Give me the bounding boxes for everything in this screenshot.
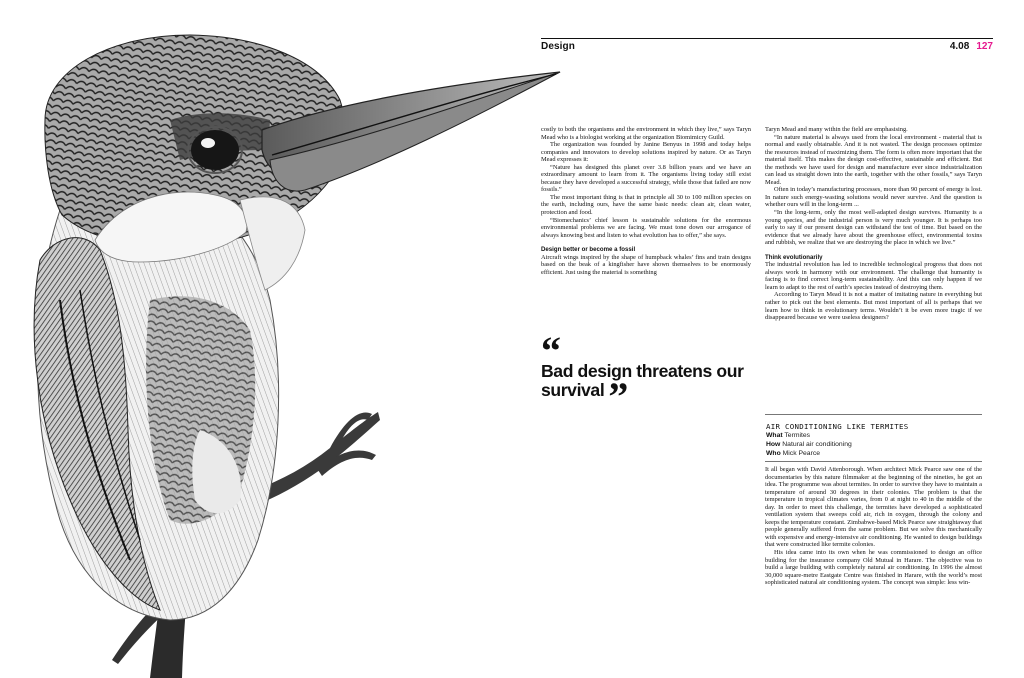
subheading: Design better or become a fossil [541,246,636,254]
meta-value: Mick Pearce [782,449,821,457]
section-number: 4.08 [949,41,970,52]
section-title: Design [541,41,575,52]
paragraph: “In the long-term, only the most well-adapted design survives. Humanity is a young species, and the industrial person is very much younger. It is perhaps too early to say if our present design can withstand the test of time. But based on the evidence that we already have about the greenhouse effect, environmental toxins and rubbish, we realize that we are destroying the place in which we live.” [765,209,982,247]
body-column-right [765,126,982,322]
meta-value: Natural air conditioning [782,440,852,448]
paragraph: His idea came into its own when he was commissioned to design an office building for the insurance company Old Mutual in Harare. The objective was to build a large building with completely natural air conditioning. In 1996 the almost 30,000 square-metre Eastgate Centre was finished in Harare, with the world’s most sophisticated natural air conditioning system. The concept was simple: less win- [765,549,982,587]
body-column-left [541,126,751,276]
pull-quote [541,328,756,419]
paragraph: It all began with David Attenborough. When architect Mick Pearce saw one of the documentaries by this nature filmmaker at the beginning of the nineties, he got an idea. The programme was about termites. In order to survive they have to maintain a temperature of around 30 degrees in their colonies. The problem is that the temperature in tropical climates varies, from 0 at night to 40 in the middle of the day. In order to meet this challenge, the termites have developed a sophisticated ventilation system that sweeps cold air, rich in oxygen, through the colony and keeps the temperature constant. Zimbabwe-based Mick Pearce saw straightaway that people generally suffered from the same problem. But we solve this mechanically with expensive and energy-intensive air conditioning. He wanted to design buildings that were constructed like termite colonies. [765,466,982,549]
paragraph: “Biomechanics’ chief lesson is sustainable solutions for the enormous environmental problems we are facing. We must tone down our arrogance of always knowing best and listen to what evolution has to offer,” she says. [541,216,751,239]
meta-how [766,441,852,450]
meta-who [766,450,852,459]
sidebar-meta [766,432,852,458]
paragraph: costly to both the organisms and the environment in which they live,” says Taryn Mead who is a biologist working at the organization Biomimicry Guild. [541,126,751,141]
paragraph: According to Taryn Mead it is not a matter of imitating nature in everything but rather to pick out the best elements. But most important of all is perhaps that we learn how to think in evolutionary terms. Wouldn’t it be even more tragic if we disappeared because we were useless designers? [765,291,982,322]
paragraph: The industrial revolution has led to incredible technological progress that does not always work in harmony with our environment. The challenge that humanity is facing is to find correct long-term sustainability. And this can only happen if we learn to adapt to the rest of earth’s species instead of destroying them. [765,261,982,291]
close-quote-mark: ” [608,374,628,419]
paragraph: Aircraft wings inspired by the shape of humpback whales’ fins and train designs based on the beak of a kingfisher have shown themselves to be enormously efficient. Just using the material is something [541,253,751,276]
meta-what [766,432,852,441]
page-number: 127 [976,41,993,52]
open-quote-mark: “ [541,328,561,373]
pull-quote-words: Bad design threatens our survival [541,361,744,400]
pull-quote-text [541,361,756,419]
sidebar-rule-top [765,414,982,415]
subheading: Think evolutionarily [765,253,823,261]
meta-label: How [766,440,781,448]
paragraph: Often in today’s manufacturing processes, more than 90 percent of energy is lost. In nature such energy-wasting solutions would never survive. And the question is whether ours will in the long-term ... [765,186,982,209]
paragraph: “Nature has designed this planet over 3.8 billion years and we have an extraordinary amount to learn from it. The organisms living today still exist because they have developed a successful strategy, while those that failed are now fossils.” [541,163,751,194]
paragraph: “In nature material is always used from the local environment - material that is normal and easily obtainable. And it is not wasted. The design processes optimize the resources instead of maximizing them. The form is often more important that the material itself. This makes the design cost-effective, sustainable and efficient. But the methods we have used for design and manufacture ever since industrialization can lead us straight down into the earth, together with the other fossils,” says Taryn Mead. [765,133,982,186]
sidebar-title: AIR CONDITIONING LIKE TERMITES [766,422,909,431]
paragraph: The organization was founded by Janine Benyus in 1998 and today helps companies and innovators to develop solutions inspired by nature. Or as Taryn Mead expresses it: [541,141,751,164]
sidebar-rule-bottom [765,461,982,462]
sidebar-body [765,466,982,587]
meta-label: What [766,432,783,439]
page-label [950,41,993,52]
meta-label: Who [766,449,781,457]
meta-value: Termites [784,432,811,439]
paragraph: Taryn Mead and many within the field are emphasising. [765,126,908,133]
header-rule [541,38,993,39]
paragraph: The most important thing is that in principle all 30 to 100 million species on the earth, including ours, have the same basic needs: clean air, clean water, protection and food. [541,193,751,217]
